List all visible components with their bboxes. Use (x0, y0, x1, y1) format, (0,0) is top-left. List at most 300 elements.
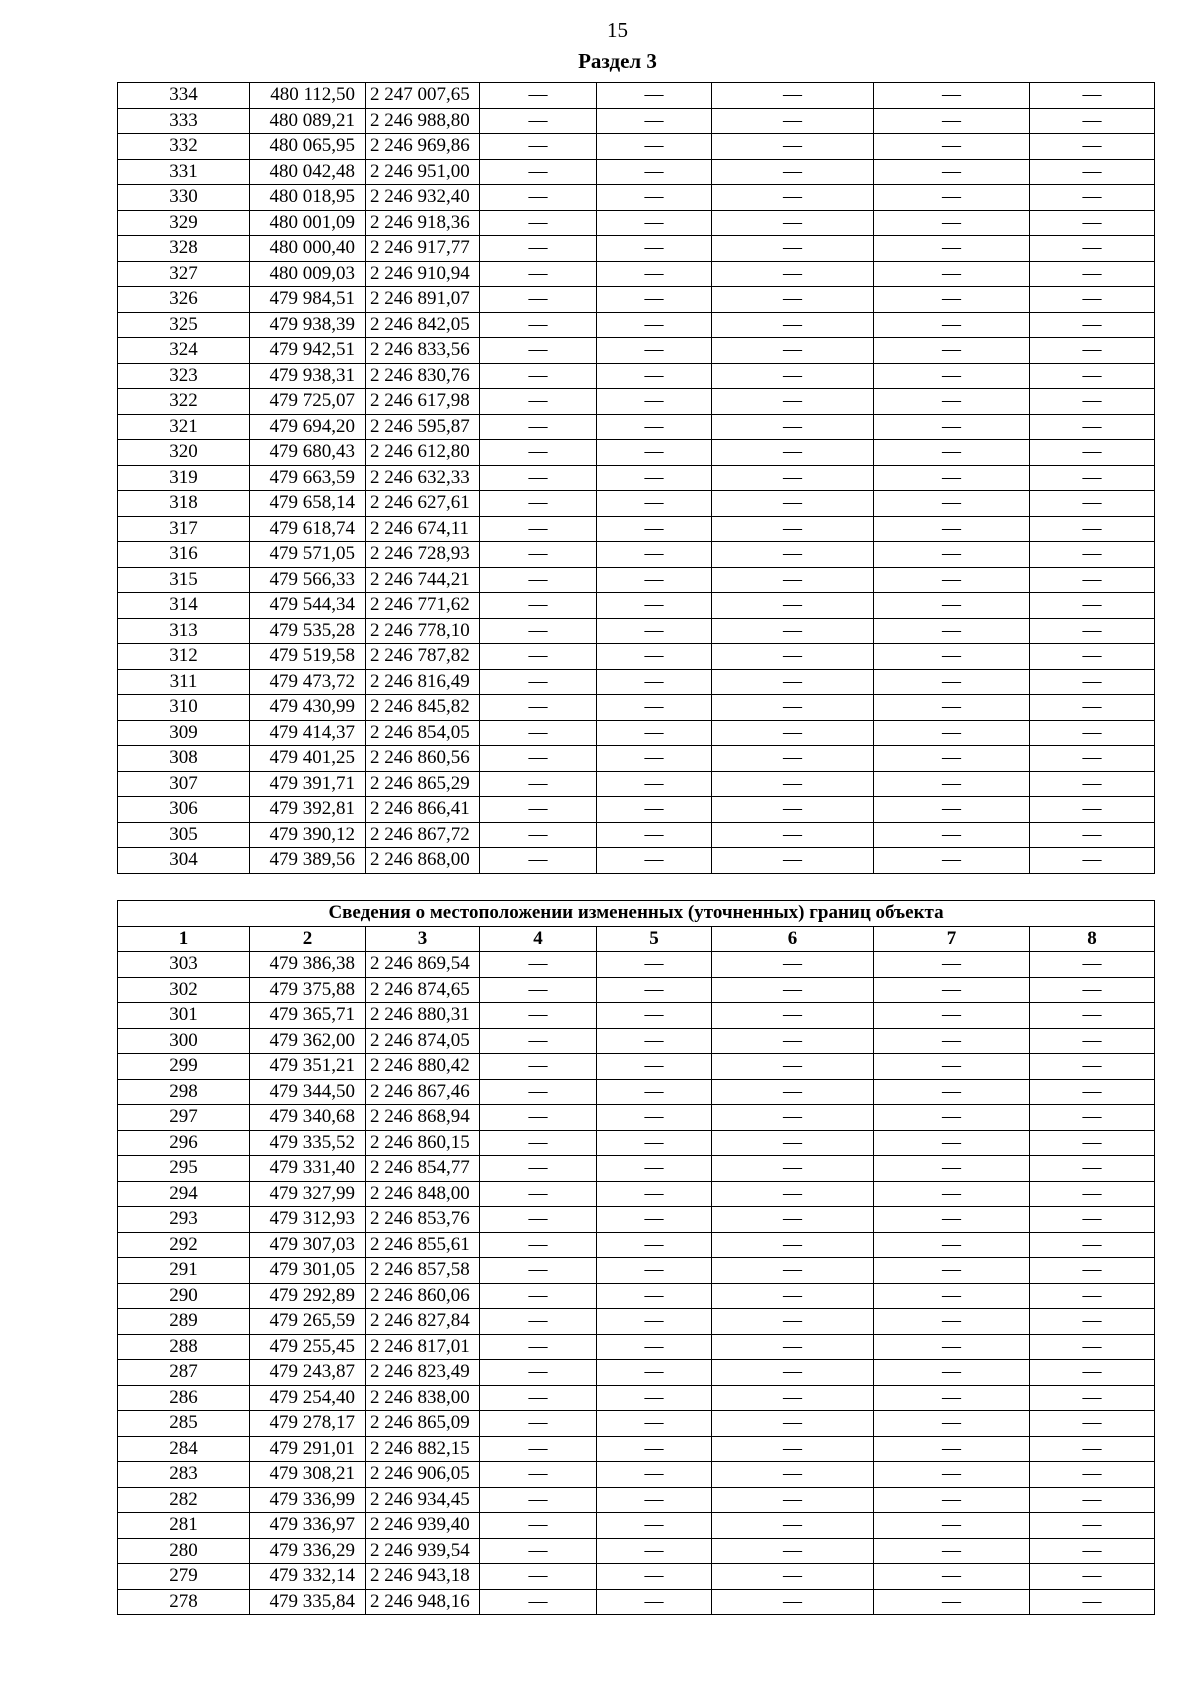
cell-col-5: — (597, 1232, 712, 1258)
column-header-row (118, 926, 1155, 952)
table-row (118, 389, 1155, 415)
cell-col-2: 479 291,01 (250, 1436, 366, 1462)
table-row (118, 1003, 1155, 1029)
cell-col-8: — (1030, 1360, 1155, 1386)
cell-col-2: 479 255,45 (250, 1334, 366, 1360)
cell-col-6: — (712, 414, 874, 440)
cell-col-4: — (480, 236, 597, 262)
cell-col-1: 321 (118, 414, 250, 440)
cell-col-7: — (874, 1130, 1030, 1156)
cell-col-3: 2 246 910,94 (366, 261, 480, 287)
cell-col-4: — (480, 848, 597, 874)
cell-col-4: — (480, 516, 597, 542)
cell-col-5: — (597, 465, 712, 491)
cell-col-8: — (1030, 1436, 1155, 1462)
cell-col-2: 480 001,09 (250, 210, 366, 236)
table-body (118, 952, 1155, 1615)
cell-col-7: — (874, 1589, 1030, 1615)
cell-col-4: — (480, 771, 597, 797)
cell-col-7: — (874, 1564, 1030, 1590)
cell-col-7: — (874, 491, 1030, 517)
cell-col-5: — (597, 695, 712, 721)
cell-col-4: — (480, 1564, 597, 1590)
cell-col-1: 334 (118, 83, 250, 109)
cell-col-6: — (712, 1079, 874, 1105)
cell-col-8: — (1030, 695, 1155, 721)
table-row (118, 1105, 1155, 1131)
cell-col-2: 480 018,95 (250, 185, 366, 211)
cell-col-7: — (874, 695, 1030, 721)
cell-col-5: — (597, 108, 712, 134)
table-row (118, 669, 1155, 695)
cell-col-7: — (874, 1054, 1030, 1080)
cell-col-2: 480 112,50 (250, 83, 366, 109)
cell-col-8: — (1030, 1589, 1155, 1615)
cell-col-3: 2 246 874,65 (366, 977, 480, 1003)
column-header-3: 3 (366, 926, 480, 952)
cell-col-3: 2 246 932,40 (366, 185, 480, 211)
cell-col-8: — (1030, 542, 1155, 568)
cell-col-7: — (874, 1105, 1030, 1131)
table-row (118, 1207, 1155, 1233)
cell-col-5: — (597, 1385, 712, 1411)
table-row (118, 1309, 1155, 1335)
cell-col-7: — (874, 1309, 1030, 1335)
cell-col-5: — (597, 797, 712, 823)
cell-col-1: 315 (118, 567, 250, 593)
cell-col-4: — (480, 1028, 597, 1054)
cell-col-2: 479 351,21 (250, 1054, 366, 1080)
cell-col-3: 2 246 860,06 (366, 1283, 480, 1309)
cell-col-1: 333 (118, 108, 250, 134)
cell-col-8: — (1030, 771, 1155, 797)
cell-col-3: 2 246 880,31 (366, 1003, 480, 1029)
cell-col-8: — (1030, 1130, 1155, 1156)
cell-col-4: — (480, 952, 597, 978)
cell-col-4: — (480, 618, 597, 644)
table-row (118, 1258, 1155, 1284)
cell-col-1: 323 (118, 363, 250, 389)
cell-col-8: — (1030, 720, 1155, 746)
cell-col-1: 300 (118, 1028, 250, 1054)
cell-col-4: — (480, 1054, 597, 1080)
cell-col-6: — (712, 669, 874, 695)
cell-col-1: 311 (118, 669, 250, 695)
cell-col-1: 284 (118, 1436, 250, 1462)
cell-col-8: — (1030, 134, 1155, 160)
cell-col-4: — (480, 134, 597, 160)
cell-col-4: — (480, 1105, 597, 1131)
cell-col-2: 479 301,05 (250, 1258, 366, 1284)
cell-col-1: 326 (118, 287, 250, 313)
cell-col-2: 479 535,28 (250, 618, 366, 644)
cell-col-4: — (480, 669, 597, 695)
cell-col-4: — (480, 440, 597, 466)
cell-col-1: 301 (118, 1003, 250, 1029)
cell-col-4: — (480, 1003, 597, 1029)
cell-col-2: 479 362,00 (250, 1028, 366, 1054)
cell-col-5: — (597, 618, 712, 644)
cell-col-5: — (597, 720, 712, 746)
cell-col-5: — (597, 210, 712, 236)
cell-col-1: 278 (118, 1589, 250, 1615)
cell-col-7: — (874, 1411, 1030, 1437)
table-row (118, 771, 1155, 797)
cell-col-2: 479 566,33 (250, 567, 366, 593)
cell-col-3: 2 246 860,15 (366, 1130, 480, 1156)
cell-col-1: 287 (118, 1360, 250, 1386)
cell-col-1: 294 (118, 1181, 250, 1207)
cell-col-6: — (712, 1309, 874, 1335)
cell-col-2: 479 618,74 (250, 516, 366, 542)
cell-col-1: 293 (118, 1207, 250, 1233)
section-title: Раздел 3 (578, 49, 657, 73)
cell-col-4: — (480, 363, 597, 389)
cell-col-7: — (874, 1232, 1030, 1258)
cell-col-6: — (712, 1436, 874, 1462)
cell-col-1: 312 (118, 644, 250, 670)
cell-col-8: — (1030, 210, 1155, 236)
cell-col-7: — (874, 746, 1030, 772)
table-row (118, 465, 1155, 491)
cell-col-1: 303 (118, 952, 250, 978)
cell-col-6: — (712, 108, 874, 134)
cell-col-7: — (874, 1385, 1030, 1411)
cell-col-2: 479 663,59 (250, 465, 366, 491)
cell-col-6: — (712, 1156, 874, 1182)
cell-col-2: 480 009,03 (250, 261, 366, 287)
cell-col-6: — (712, 440, 874, 466)
cell-col-3: 2 246 842,05 (366, 312, 480, 338)
cell-col-7: — (874, 720, 1030, 746)
column-header-4: 4 (480, 926, 597, 952)
cell-col-8: — (1030, 822, 1155, 848)
cell-col-7: — (874, 542, 1030, 568)
table-row (118, 185, 1155, 211)
cell-col-8: — (1030, 1105, 1155, 1131)
cell-col-7: — (874, 618, 1030, 644)
cell-col-5: — (597, 236, 712, 262)
cell-col-8: — (1030, 952, 1155, 978)
table-row (118, 1487, 1155, 1513)
cell-col-2: 479 984,51 (250, 287, 366, 313)
cell-col-3: 2 246 632,33 (366, 465, 480, 491)
cell-col-8: — (1030, 491, 1155, 517)
cell-col-2: 479 680,43 (250, 440, 366, 466)
cell-col-3: 2 246 787,82 (366, 644, 480, 670)
cell-col-7: — (874, 338, 1030, 364)
cell-col-5: — (597, 644, 712, 670)
cell-col-4: — (480, 1385, 597, 1411)
cell-col-3: 2 246 867,72 (366, 822, 480, 848)
cell-col-6: — (712, 1462, 874, 1488)
cell-col-3: 2 246 833,56 (366, 338, 480, 364)
cell-col-5: — (597, 1283, 712, 1309)
cell-col-6: — (712, 542, 874, 568)
cell-col-2: 479 938,39 (250, 312, 366, 338)
cell-col-2: 479 265,59 (250, 1309, 366, 1335)
cell-col-1: 296 (118, 1130, 250, 1156)
cell-col-8: — (1030, 567, 1155, 593)
cell-col-3: 2 246 882,15 (366, 1436, 480, 1462)
cell-col-5: — (597, 1181, 712, 1207)
cell-col-3: 2 246 674,11 (366, 516, 480, 542)
cell-col-8: — (1030, 312, 1155, 338)
cell-col-6: — (712, 1385, 874, 1411)
cell-col-1: 299 (118, 1054, 250, 1080)
cell-col-1: 281 (118, 1513, 250, 1539)
cell-col-3: 2 246 868,94 (366, 1105, 480, 1131)
page-number: 15 (607, 18, 628, 42)
cell-col-1: 280 (118, 1538, 250, 1564)
table-row (118, 287, 1155, 313)
cell-col-7: — (874, 1181, 1030, 1207)
cell-col-7: — (874, 771, 1030, 797)
cell-col-1: 290 (118, 1283, 250, 1309)
table-row (118, 1079, 1155, 1105)
cell-col-5: — (597, 1334, 712, 1360)
cell-col-7: — (874, 1156, 1030, 1182)
cell-col-4: — (480, 1462, 597, 1488)
cell-col-6: — (712, 977, 874, 1003)
cell-col-7: — (874, 261, 1030, 287)
cell-col-2: 479 332,14 (250, 1564, 366, 1590)
cell-col-7: — (874, 465, 1030, 491)
cell-col-1: 325 (118, 312, 250, 338)
cell-col-2: 479 243,87 (250, 1360, 366, 1386)
cell-col-7: — (874, 185, 1030, 211)
cell-col-1: 289 (118, 1309, 250, 1335)
cell-col-4: — (480, 414, 597, 440)
cell-col-5: — (597, 567, 712, 593)
table-row (118, 1513, 1155, 1539)
cell-col-2: 479 336,29 (250, 1538, 366, 1564)
cell-col-5: — (597, 1309, 712, 1335)
table-row (118, 1181, 1155, 1207)
cell-col-3: 2 246 728,93 (366, 542, 480, 568)
cell-col-6: — (712, 83, 874, 109)
cell-col-8: — (1030, 516, 1155, 542)
cell-col-4: — (480, 542, 597, 568)
cell-col-8: — (1030, 1028, 1155, 1054)
cell-col-3: 2 246 817,01 (366, 1334, 480, 1360)
cell-col-4: — (480, 389, 597, 415)
cell-col-7: — (874, 516, 1030, 542)
cell-col-6: — (712, 1564, 874, 1590)
table-row (118, 1462, 1155, 1488)
cell-col-2: 479 473,72 (250, 669, 366, 695)
table-row (118, 440, 1155, 466)
cell-col-3: 2 246 855,61 (366, 1232, 480, 1258)
cell-col-8: — (1030, 593, 1155, 619)
coordinates-table-continued (117, 82, 1155, 874)
cell-col-8: — (1030, 797, 1155, 823)
cell-col-3: 2 246 857,58 (366, 1258, 480, 1284)
cell-col-7: — (874, 1283, 1030, 1309)
cell-col-3: 2 246 918,36 (366, 210, 480, 236)
cell-col-5: — (597, 261, 712, 287)
table-row (118, 1232, 1155, 1258)
cell-col-1: 314 (118, 593, 250, 619)
cell-col-6: — (712, 1003, 874, 1029)
cell-col-6: — (712, 695, 874, 721)
table-row (118, 236, 1155, 262)
table-row (118, 952, 1155, 978)
cell-col-4: — (480, 1487, 597, 1513)
cell-col-1: 329 (118, 210, 250, 236)
cell-col-8: — (1030, 1181, 1155, 1207)
cell-col-7: — (874, 414, 1030, 440)
table-row (118, 1564, 1155, 1590)
cell-col-1: 330 (118, 185, 250, 211)
table-row (118, 1538, 1155, 1564)
cell-col-8: — (1030, 389, 1155, 415)
cell-col-1: 318 (118, 491, 250, 517)
table-row (118, 1436, 1155, 1462)
cell-col-5: — (597, 1589, 712, 1615)
cell-col-3: 2 246 874,05 (366, 1028, 480, 1054)
table-row (118, 797, 1155, 823)
cell-col-8: — (1030, 363, 1155, 389)
cell-col-6: — (712, 1411, 874, 1437)
cell-col-7: — (874, 567, 1030, 593)
table-row (118, 593, 1155, 619)
table-row (118, 1130, 1155, 1156)
cell-col-5: — (597, 1487, 712, 1513)
cell-col-8: — (1030, 618, 1155, 644)
cell-col-8: — (1030, 1385, 1155, 1411)
cell-col-8: — (1030, 465, 1155, 491)
column-header-8: 8 (1030, 926, 1155, 952)
cell-col-5: — (597, 1054, 712, 1080)
table-row (118, 1028, 1155, 1054)
cell-col-3: 2 247 007,65 (366, 83, 480, 109)
cell-col-3: 2 246 854,05 (366, 720, 480, 746)
cell-col-7: — (874, 848, 1030, 874)
cell-col-6: — (712, 1334, 874, 1360)
column-header-6: 6 (712, 926, 874, 952)
cell-col-5: — (597, 771, 712, 797)
cell-col-8: — (1030, 414, 1155, 440)
cell-col-6: — (712, 134, 874, 160)
cell-col-3: 2 246 848,00 (366, 1181, 480, 1207)
cell-col-8: — (1030, 1564, 1155, 1590)
table-row (118, 83, 1155, 109)
cell-col-6: — (712, 491, 874, 517)
cell-col-6: — (712, 287, 874, 313)
cell-col-6: — (712, 1589, 874, 1615)
cell-col-2: 479 942,51 (250, 338, 366, 364)
cell-col-1: 324 (118, 338, 250, 364)
cell-col-2: 480 089,21 (250, 108, 366, 134)
cell-col-6: — (712, 1360, 874, 1386)
cell-col-1: 316 (118, 542, 250, 568)
cell-col-4: — (480, 312, 597, 338)
cell-col-6: — (712, 1130, 874, 1156)
cell-col-3: 2 246 612,80 (366, 440, 480, 466)
cell-col-1: 297 (118, 1105, 250, 1131)
cell-col-5: — (597, 1207, 712, 1233)
cell-col-2: 479 292,89 (250, 1283, 366, 1309)
cell-col-1: 288 (118, 1334, 250, 1360)
cell-col-4: — (480, 1079, 597, 1105)
cell-col-6: — (712, 771, 874, 797)
cell-col-2: 479 278,17 (250, 1411, 366, 1437)
cell-col-1: 328 (118, 236, 250, 262)
cell-col-4: — (480, 1130, 597, 1156)
cell-col-8: — (1030, 1283, 1155, 1309)
cell-col-6: — (712, 210, 874, 236)
cell-col-7: — (874, 287, 1030, 313)
table-body (118, 83, 1155, 874)
cell-col-4: — (480, 338, 597, 364)
cell-col-6: — (712, 952, 874, 978)
cell-col-1: 304 (118, 848, 250, 874)
cell-col-3: 2 246 868,00 (366, 848, 480, 874)
cell-col-5: — (597, 83, 712, 109)
cell-col-4: — (480, 593, 597, 619)
cell-col-7: — (874, 1334, 1030, 1360)
cell-col-8: — (1030, 83, 1155, 109)
cell-col-7: — (874, 952, 1030, 978)
table-row (118, 644, 1155, 670)
cell-col-3: 2 246 845,82 (366, 695, 480, 721)
cell-col-1: 279 (118, 1564, 250, 1590)
cell-col-8: — (1030, 236, 1155, 262)
cell-col-5: — (597, 952, 712, 978)
table-row (118, 134, 1155, 160)
cell-col-6: — (712, 465, 874, 491)
table-row (118, 542, 1155, 568)
cell-col-8: — (1030, 1054, 1155, 1080)
cell-col-3: 2 246 948,16 (366, 1589, 480, 1615)
table-row (118, 695, 1155, 721)
cell-col-8: — (1030, 287, 1155, 313)
cell-col-5: — (597, 338, 712, 364)
cell-col-8: — (1030, 1334, 1155, 1360)
cell-col-5: — (597, 1436, 712, 1462)
cell-col-4: — (480, 1589, 597, 1615)
cell-col-3: 2 246 869,54 (366, 952, 480, 978)
cell-col-1: 306 (118, 797, 250, 823)
cell-col-3: 2 246 939,54 (366, 1538, 480, 1564)
cell-col-3: 2 246 823,49 (366, 1360, 480, 1386)
cell-col-4: — (480, 567, 597, 593)
cell-col-4: — (480, 1309, 597, 1335)
cell-col-6: — (712, 1207, 874, 1233)
cell-col-2: 479 725,07 (250, 389, 366, 415)
cell-col-4: — (480, 1232, 597, 1258)
cell-col-2: 480 000,40 (250, 236, 366, 262)
table-row (118, 516, 1155, 542)
cell-col-5: — (597, 542, 712, 568)
cell-col-3: 2 246 778,10 (366, 618, 480, 644)
cell-col-3: 2 246 854,77 (366, 1156, 480, 1182)
cell-col-2: 479 392,81 (250, 797, 366, 823)
cell-col-2: 479 365,71 (250, 1003, 366, 1029)
cell-col-3: 2 246 617,98 (366, 389, 480, 415)
table-row (118, 108, 1155, 134)
table-row (118, 1156, 1155, 1182)
cell-col-8: — (1030, 1258, 1155, 1284)
cell-col-4: — (480, 797, 597, 823)
cell-col-5: — (597, 312, 712, 338)
cell-col-5: — (597, 977, 712, 1003)
cell-col-3: 2 246 816,49 (366, 669, 480, 695)
cell-col-1: 317 (118, 516, 250, 542)
cell-col-2: 479 254,40 (250, 1385, 366, 1411)
cell-col-3: 2 246 943,18 (366, 1564, 480, 1590)
